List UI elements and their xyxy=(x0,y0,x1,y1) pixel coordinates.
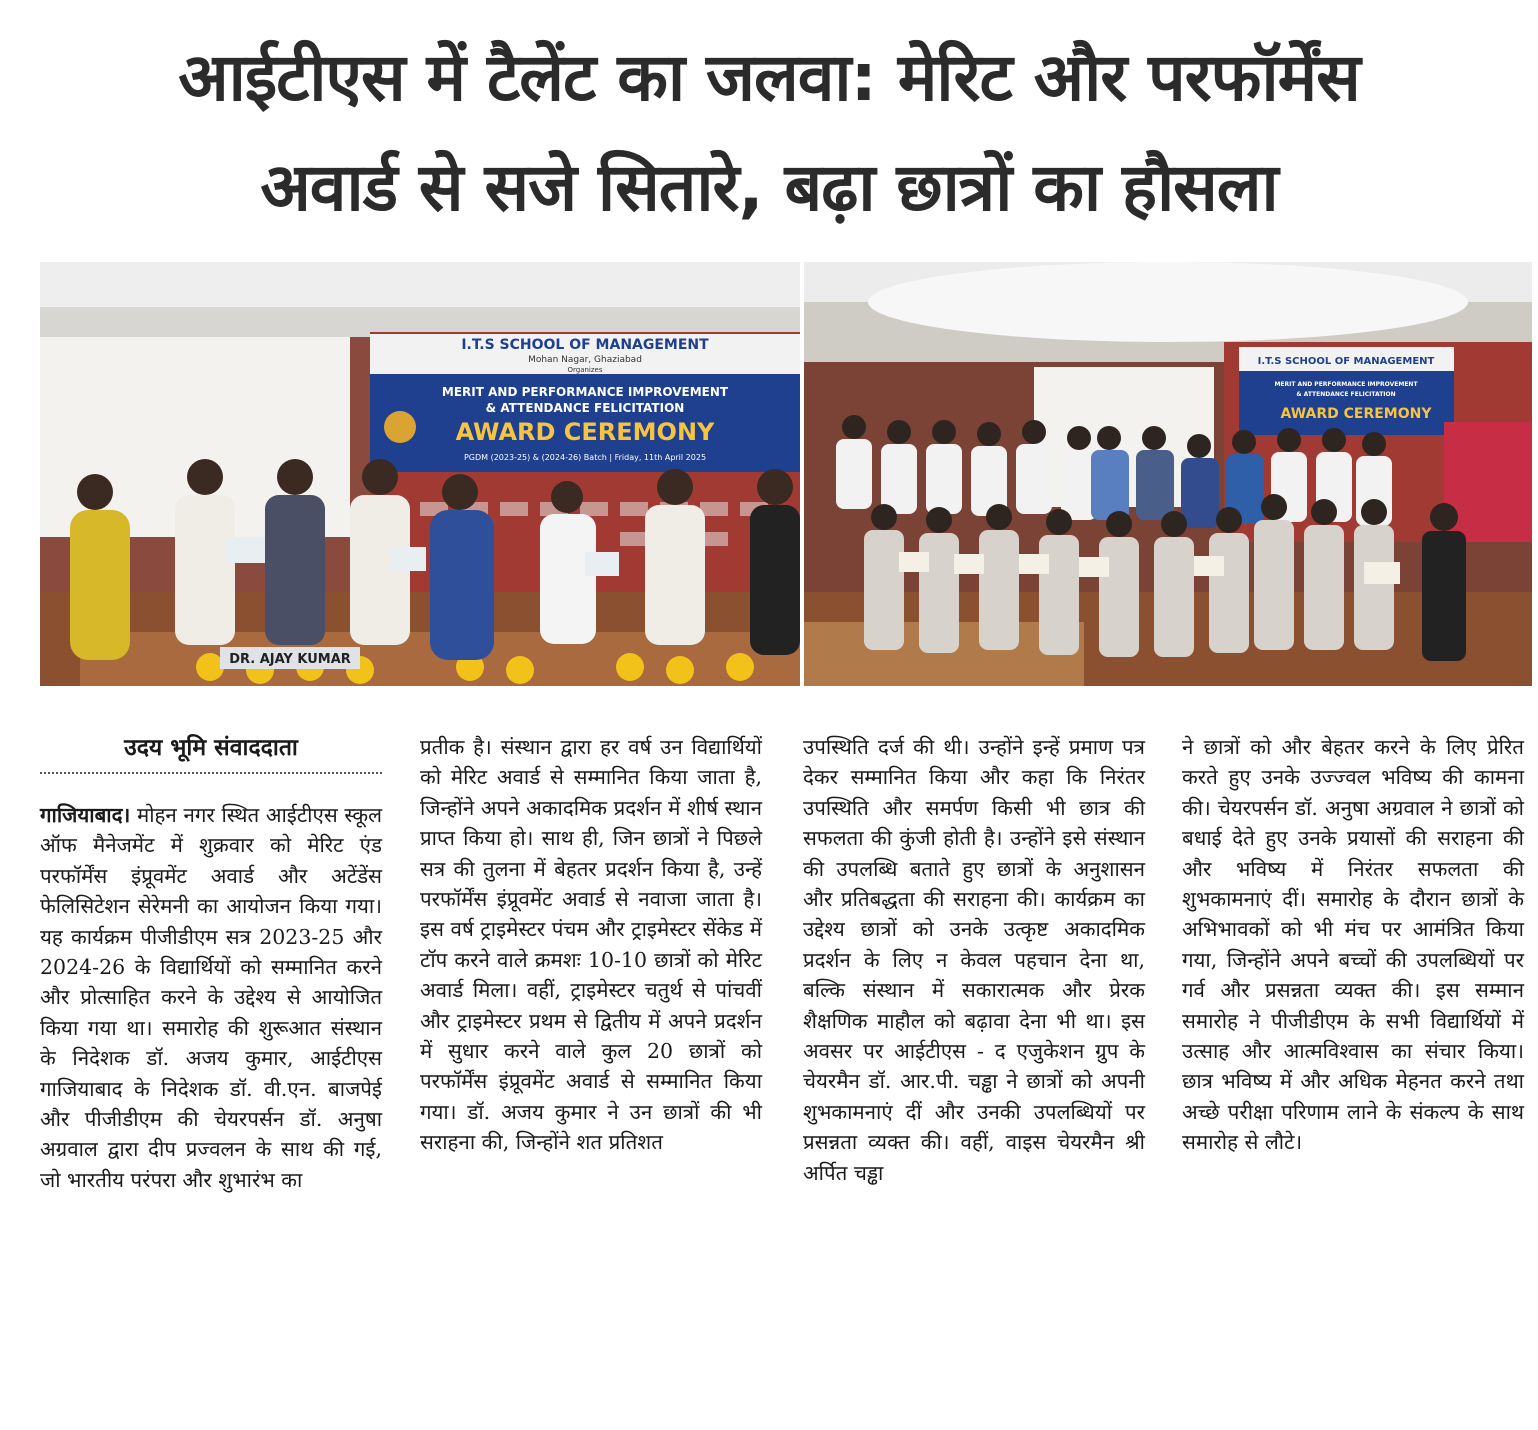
photo-group-awardees-illustration xyxy=(804,262,1532,686)
article-text-4: ने छात्रों को और बेहतर करने के लिए प्रेरित करते हुए उनके उज्ज्वल भविष्य की कामना की। चेयरपर्सन डॉ. अनुषा अग्रवाल ने छात्रों को बधाई देते हुए उनके प्रयासों की सराहना की और भविष्य में निरंतर सफलता की शुभकामनाएं दीं। समारोह के दौरान छात्रों के अभिभावकों को भी मंच पर आमंत्रित किया गया, जिन्होंने अपने बच्चों की उपलब्धियों पर गर्व और प्रसन्नता व्यक्त की। इस सम्मान समारोह ने पीजीडीएम के सभी विद्यार्थियों में उत्साह और आत्मविश्वास का संचार किया। छात्र भविष्य में और अधिक मेहनत करने तथा अच्छे परीक्षा परिणाम लाने के संकल्प के साथ समारोह से लौटे। xyxy=(1182,735,1524,1155)
banner-school-text: I.T.S SCHOOL OF MANAGEMENT xyxy=(461,337,709,353)
banner-organizes-text: Organizes xyxy=(567,366,603,374)
banner-line-1: MERIT AND PERFORMANCE IMPROVEMENT xyxy=(441,385,729,399)
article-column-1 xyxy=(40,800,382,1195)
banner-line-2-right: & ATTENDANCE FELICITATION xyxy=(1296,391,1396,398)
article-column-3 xyxy=(803,732,1145,1188)
banner-footer: PGDM (2023-25) & (2024-26) Batch | Friday, 11th April 2025 xyxy=(463,453,707,462)
photo-group-awardees xyxy=(804,262,1532,686)
article-text-3: उपस्थिति दर्ज की थी। उन्होंने इन्हें प्रमाण पत्र देकर सम्मानित किया और कहा कि निरंतर उपस्थिति और समर्पण किसी भी छात्र की सफलता की कुंजी होती है। उन्होंने इसे संस्थान की उपलब्धि बताते हुए छात्रों के अनुशासन और प्रतिबद्धता की सराहना की। कार्यक्रम का उद्देश्य छात्रों को उनके उत्कृष्ट अकादमिक प्रदर्शन के लिए न केवल पहचान देना था, बल्कि संस्थान में सकारात्मक और प्रेरक शैक्षणिक माहौल को बढ़ावा देना भी था। इस अवसर पर आईटीएस - द एजुकेशन ग्रुप के चेयरमैन डॉ. आर.पी. चड्ढा ने छात्रों को अपनी शुभकामनाएं दीं और उनकी उपलब्धियों पर प्रसन्नता व्यक्त की। वहीं, वाइस चेयरमैन श्री अर्पित चड्ढा xyxy=(803,735,1145,1185)
article-text-1: मोहन नगर स्थित आईटीएस स्कूल ऑफ मैनेजमेंट में शुक्रवार को मेरिट एंड परफॉर्मेंस इंप्रूवमेंट अवार्ड और अटेंडेंस फेलिसिटेशन सेरेमनी का आयोजन किया गया। यह कार्यक्रम पीजीडीएम सत्र 2023-25 और 2024-26 के विद्यार्थियों को सम्मानित करने और प्रोत्साहित करने के उद्देश्य से आयोजित किया गया था। समारोह की शुरूआत संस्थान के निदेशक डॉ. अजय कुमार, आईटीएस गाजियाबाद के निदेशक डॉ. वी.एन. बाजपेई और पीजीडीएम की चेयरपर्सन डॉ. अनुषा अग्रवाल द्वारा दीप प्रज्वलन के साथ की गई, जो भारतीय परंपरा और शुभारंभ का xyxy=(40,803,382,1192)
headline-line-2: अवार्ड से सजे सितारे, बढ़ा छात्रों का हौसला xyxy=(260,149,1278,226)
trophy-icon xyxy=(384,411,416,443)
byline: उदय भूमि संवाददाता xyxy=(124,734,298,761)
dateline-place: गाजियाबाद। xyxy=(40,803,131,827)
byline-divider xyxy=(40,772,382,774)
nameplate-text: DR. AJAY KUMAR xyxy=(229,652,351,667)
banner-title: AWARD CEREMONY xyxy=(455,418,715,446)
article-text-2: प्रतीक है। संस्थान द्वारा हर वर्ष उन विद्यार्थियों को मेरिट अवार्ड से सम्मानित किया जाता है, जिन्होंने अपने अकादमिक प्रदर्शन में शीर्ष स्थान प्राप्त किया हो। साथ ही, जिन छात्रों ने पिछले सत्र की तुलना में बेहतर प्रदर्शन किया है, उन्हें परफॉर्मेंस इंप्रूवमेंट अवार्ड से नवाजा जाता है। इस वर्ष ट्राइमेस्टर पंचम और ट्राइमेस्टर सेंकेड में टॉप करने वाले क्रमशः 10-10 छात्रों को मेरिट अवार्ड मिला। वहीं, ट्राइमेस्टर चतुर्थ से पांचवीं और ट्राइमेस्टर प्रथम से द्वितीय में अपने प्रदर्शन में सुधार करने वाले कुल 20 छात्रों को परफॉर्मेंस इंप्रूवमेंट अवार्ड से सम्मानित किया गया। डॉ. अजय कुमार ने उन छात्रों की भी सराहना की, जिन्होंने शत प्रतिशत xyxy=(420,735,762,1155)
article-column-2 xyxy=(420,732,762,1158)
article-column-4 xyxy=(1182,732,1524,1158)
headline-line-1: आईटीएस में टैलेंट का जलवा: मेरिट और परफॉर्मेंस xyxy=(178,39,1360,116)
banner-location-text: Mohan Nagar, Ghaziabad xyxy=(528,355,642,365)
banner-school-text-right: I.T.S SCHOOL OF MANAGEMENT xyxy=(1257,356,1435,367)
banner-line-2: & ATTENDANCE FELICITATION xyxy=(485,401,685,415)
photo-award-handover-illustration xyxy=(40,262,800,686)
banner-title-right: AWARD CEREMONY xyxy=(1280,406,1432,422)
banner-line-1-right: MERIT AND PERFORMANCE IMPROVEMENT xyxy=(1274,381,1418,388)
photo-award-handover xyxy=(40,262,800,686)
